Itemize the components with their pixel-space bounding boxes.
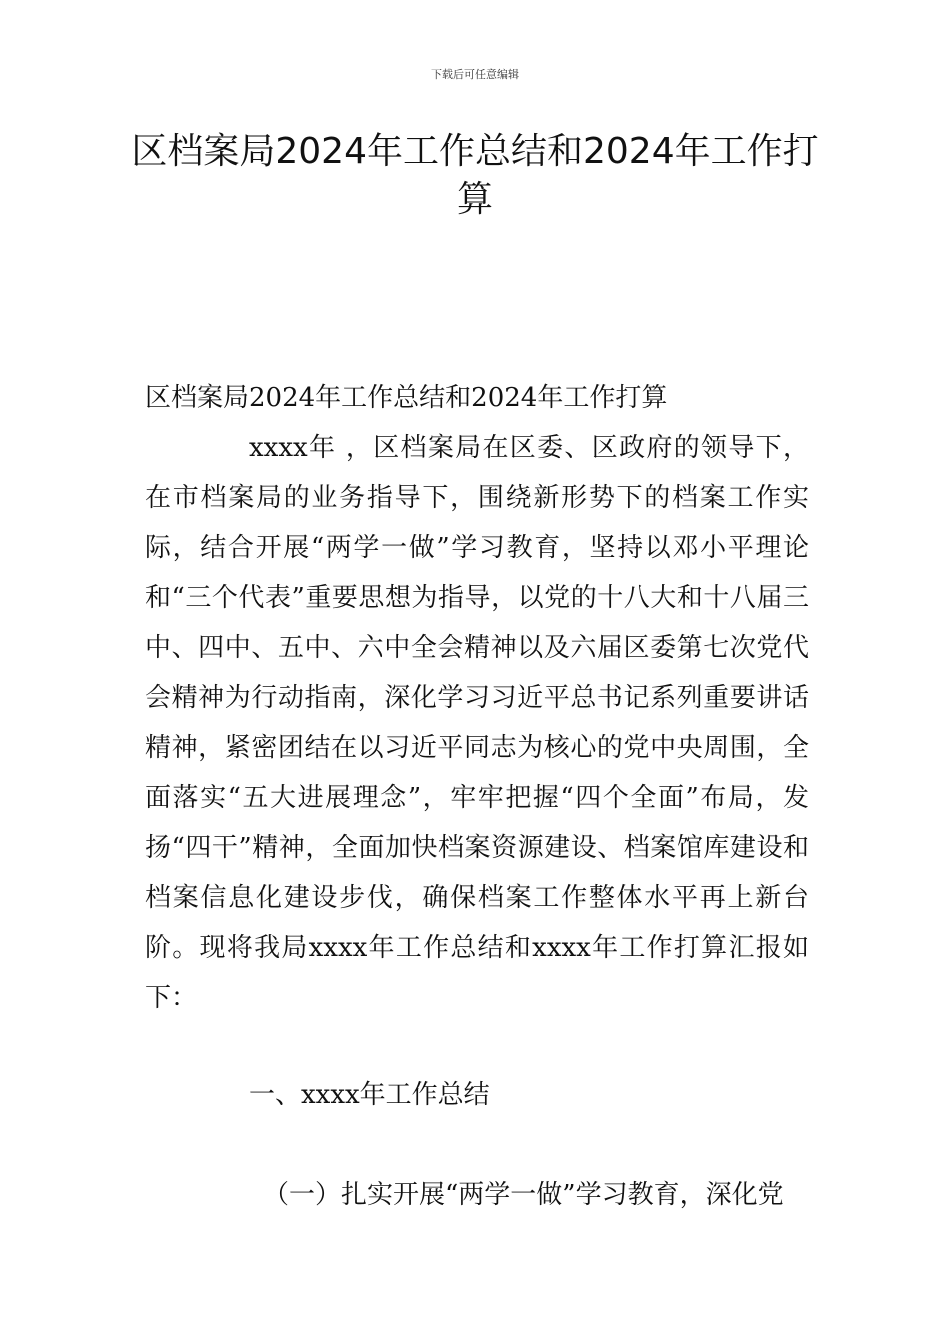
section-heading: 一、xxxx年工作总结 [249,1080,490,1110]
document-title: 区档案局2024年工作总结和2024年工作打算 [131,131,819,220]
intro-paragraph: xxxx年 ，区档案局在区委、区政府的领导下，在市档案局的业务指导下，围绕新形势下的档案工作实际，结合开展“两学一做”学习教育，坚持以邓小平理论和“三个代表”重要思想为指导，以党的十八大和十八届三中、四中、五中、六中全会精神以及六届区委第七次党代会精神为行动指南，深化学习习近平总书记系列重要讲话精神，紧密团结在以习近平同志为核心的党中央周围，全面落实“五大进展理念”，牢牢把握“四个全面”布局，发扬“四干”精神，全面加快档案资源建设、档案馆库建设和档案信息化建设步伐，确保档案工作整体水平再上新台阶。现将我局xxxx年工作总结和xxxx年工作打算汇报如下： [145,433,809,1013]
subsection-heading: （一）扎实开展“两学一做”学习教育，深化党 [263,1180,784,1210]
document-subtitle: 区档案局2024年工作总结和2024年工作打算 [145,383,668,413]
header-note: 下载后可任意编辑 [431,68,519,81]
